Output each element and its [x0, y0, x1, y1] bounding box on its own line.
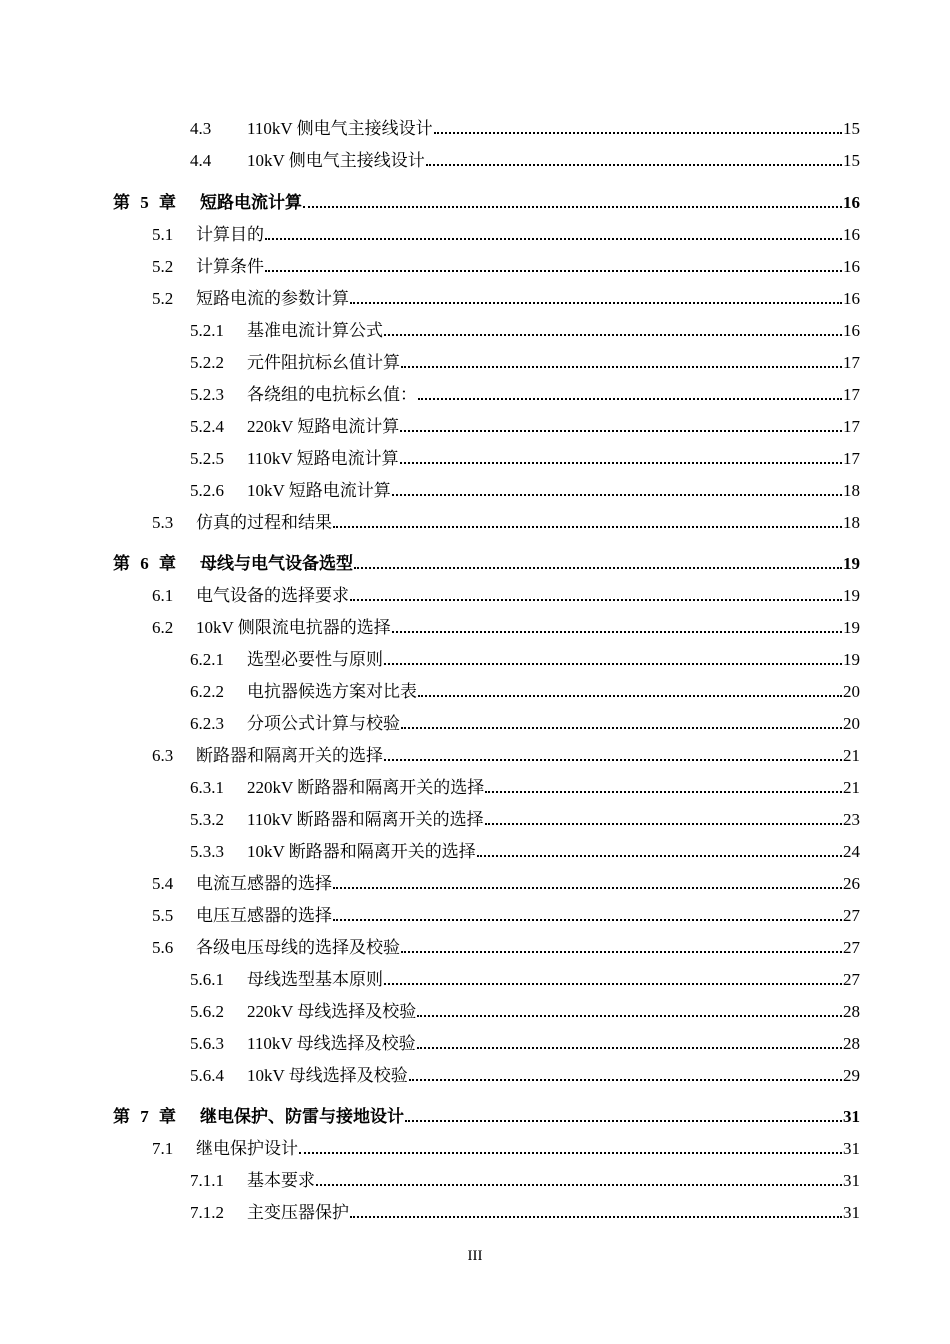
toc-chapter-entry[interactable]: [113, 1106, 860, 1128]
toc-section-title: 母线与电气设备选型: [200, 554, 353, 573]
toc-dot-leader: [434, 132, 842, 134]
toc-section-number: 5.6: [152, 938, 174, 957]
toc-page-number: 26: [843, 874, 860, 893]
toc-page-number: 27: [843, 970, 860, 989]
toc-section-title: 继电保护设计: [196, 1139, 298, 1158]
toc-dot-leader: [384, 334, 842, 336]
toc-section-entry[interactable]: [190, 1033, 860, 1055]
toc-dot-leader: [333, 919, 842, 921]
toc-section-title: 短路电流计算: [200, 193, 302, 212]
toc-page-number: 21: [843, 778, 860, 797]
toc-section-number: 5.2.6: [190, 481, 224, 500]
toc-section-title: 继电保护、防雷与接地设计: [200, 1107, 404, 1126]
toc-section-number: 6.3.1: [190, 778, 224, 797]
toc-section-number: 第 5 章: [113, 193, 179, 212]
toc-section-title: 110kV 断路器和隔离开关的选择: [247, 810, 484, 829]
toc-section-title: 220kV 断路器和隔离开关的选择: [247, 778, 485, 797]
toc-section-number: 5.6.2: [190, 1002, 224, 1021]
toc-section-title: 各绕组的电抗标幺值：: [247, 385, 417, 404]
toc-dot-leader: [265, 238, 842, 240]
toc-section-title: 10kV 侧限流电抗器的选择: [196, 618, 391, 637]
toc-page-number: 20: [843, 682, 860, 701]
toc-page-number: 31: [843, 1203, 860, 1222]
toc-dot-leader: [354, 567, 842, 569]
toc-dot-leader: [333, 526, 842, 528]
toc-section-title: 母线选型基本原则: [247, 970, 383, 989]
toc-dot-leader: [418, 695, 842, 697]
toc-section-title: 各级电压母线的选择及校验: [196, 938, 400, 957]
toc-section-number: 5.6.3: [190, 1034, 224, 1053]
toc-section-number: 7.1: [152, 1139, 174, 1158]
toc-dot-leader: [384, 759, 842, 761]
toc-section-title: 220kV 短路电流计算: [247, 417, 400, 436]
toc-section-title: 110kV 母线选择及校验: [247, 1034, 416, 1053]
toc-section-number: 4.4: [190, 151, 212, 170]
toc-page-number: 31: [843, 1107, 860, 1126]
toc-section-entry[interactable]: [190, 384, 860, 406]
toc-dot-leader: [401, 366, 842, 368]
toc-section-number: 5.2: [152, 289, 174, 308]
toc-page-number: 19: [843, 618, 860, 637]
toc-section-entry[interactable]: [190, 480, 860, 502]
toc-section-number: 5.3.2: [190, 810, 224, 829]
toc-section-title: 10kV 断路器和隔离开关的选择: [247, 842, 476, 861]
toc-section-title: 10kV 短路电流计算: [247, 481, 391, 500]
toc-section-number: 6.2.2: [190, 682, 224, 701]
toc-page-number: 17: [843, 449, 860, 468]
toc-page-number: 18: [843, 481, 860, 500]
toc-page-number: 28: [843, 1002, 860, 1021]
toc-section-entry[interactable]: [190, 118, 860, 140]
toc-section-number: 6.2.3: [190, 714, 224, 733]
toc-dot-leader: [299, 1152, 842, 1154]
toc-section-entry[interactable]: [190, 681, 860, 703]
toc-section-title: 计算目的: [196, 225, 264, 244]
toc-section-number: 第 7 章: [113, 1107, 179, 1126]
toc-section-number: 6.3: [152, 746, 174, 765]
toc-page-number: 29: [843, 1066, 860, 1085]
toc-section-entry[interactable]: [190, 713, 860, 735]
toc-section-number: 第 6 章: [113, 554, 179, 573]
toc-dot-leader: [303, 206, 842, 208]
toc-page-number: 23: [843, 810, 860, 829]
toc-section-entry[interactable]: [152, 512, 860, 534]
toc-section-entry[interactable]: [190, 1001, 860, 1023]
toc-section-title: 电气设备的选择要求: [196, 586, 349, 605]
toc-section-number: 5.2: [152, 257, 174, 276]
toc-dot-leader: [426, 164, 842, 166]
toc-page-number: 18: [843, 513, 860, 532]
toc-section-entry[interactable]: [190, 448, 860, 470]
toc-section-title: 断路器和隔离开关的选择: [196, 746, 383, 765]
toc-section-number: 5.5: [152, 906, 174, 925]
toc-section-title: 10kV 侧电气主接线设计: [247, 151, 425, 170]
toc-section-entry[interactable]: [152, 617, 860, 639]
toc-section-entry[interactable]: [152, 224, 860, 246]
toc-section-title: 基准电流计算公式: [247, 321, 383, 340]
toc-page-number: 15: [843, 151, 860, 170]
toc-section-title: 基本要求: [247, 1171, 315, 1190]
toc-dot-leader: [409, 1079, 842, 1081]
toc-page-number: 19: [843, 586, 860, 605]
toc-dot-leader: [350, 599, 842, 601]
toc-section-entry[interactable]: [190, 649, 860, 671]
toc-dot-leader: [316, 1184, 842, 1186]
toc-section-entry[interactable]: [190, 320, 860, 342]
toc-page-number: 19: [843, 650, 860, 669]
toc-section-entry[interactable]: [190, 841, 860, 863]
toc-dot-leader: [418, 398, 842, 400]
toc-section-number: 5.2.3: [190, 385, 224, 404]
toc-section-number: 5.2.5: [190, 449, 224, 468]
toc-dot-leader: [333, 887, 842, 889]
toc-dot-leader: [384, 663, 842, 665]
toc-section-title: 分项公式计算与校验: [247, 714, 400, 733]
toc-section-title: 主变压器保护: [247, 1203, 349, 1222]
toc-dot-leader: [392, 631, 842, 633]
toc-section-entry[interactable]: [152, 745, 860, 767]
toc-page-number: 16: [843, 193, 860, 212]
toc-section-number: 5.3: [152, 513, 174, 532]
toc-page-number: 24: [843, 842, 860, 861]
toc-page-number: 17: [843, 417, 860, 436]
toc-page-number: 31: [843, 1139, 860, 1158]
toc-dot-leader: [417, 1015, 842, 1017]
toc-page-number: 16: [843, 289, 860, 308]
toc-section-entry[interactable]: [190, 969, 860, 991]
toc-section-number: 4.3: [190, 119, 212, 138]
toc-section-title: 电抗器候选方案对比表: [247, 682, 417, 701]
toc-section-title: 短路电流的参数计算: [196, 289, 349, 308]
toc-page-number: 20: [843, 714, 860, 733]
toc-dot-leader: [401, 727, 842, 729]
toc-chapter-entry[interactable]: [113, 553, 860, 575]
toc-dot-leader: [401, 951, 842, 953]
toc-section-title: 选型必要性与原则: [247, 650, 383, 669]
toc-section-entry[interactable]: [190, 150, 860, 172]
toc-page-number: 21: [843, 746, 860, 765]
toc-section-title: 110kV 侧电气主接线设计: [247, 119, 433, 138]
toc-page-number: 17: [843, 353, 860, 372]
toc-page-number: 27: [843, 938, 860, 957]
page-number: III: [467, 1248, 483, 1264]
toc-dot-leader: [384, 983, 842, 985]
toc-section-entry[interactable]: [190, 1065, 860, 1087]
toc-page-number: 19: [843, 554, 860, 573]
toc-dot-leader: [485, 823, 842, 825]
toc-section-entry[interactable]: [152, 288, 860, 310]
toc-section-number: 5.4: [152, 874, 174, 893]
toc-section-title: 电压互感器的选择: [196, 906, 332, 925]
toc-dot-leader: [477, 855, 842, 857]
toc-dot-leader: [392, 494, 842, 496]
toc-section-entry[interactable]: [152, 256, 860, 278]
toc-dot-leader: [485, 791, 842, 793]
toc-section-number: 6.2: [152, 618, 174, 637]
toc-section-number: 6.1: [152, 586, 174, 605]
toc-section-title: 电流互感器的选择: [196, 874, 332, 893]
toc-dot-leader: [400, 462, 842, 464]
toc-page-number: 16: [843, 257, 860, 276]
toc-dot-leader: [417, 1047, 842, 1049]
toc-section-number: 5.2.2: [190, 353, 224, 372]
toc-dot-leader: [265, 270, 842, 272]
toc-chapter-entry[interactable]: [113, 192, 860, 214]
toc-section-entry[interactable]: [152, 873, 860, 895]
toc-dot-leader: [400, 430, 842, 432]
toc-section-title: 110kV 短路电流计算: [247, 449, 399, 468]
toc-section-entry[interactable]: [190, 1170, 860, 1192]
toc-section-number: 6.2.1: [190, 650, 224, 669]
toc-section-entry[interactable]: [190, 809, 860, 831]
toc-section-entry[interactable]: [152, 937, 860, 959]
toc-section-number: 5.6.4: [190, 1066, 224, 1085]
toc-page-number: 31: [843, 1171, 860, 1190]
toc-page-number: 16: [843, 321, 860, 340]
toc-section-title: 元件阻抗标幺值计算: [247, 353, 400, 372]
toc-section-entry[interactable]: [152, 905, 860, 927]
toc-page-number: 15: [843, 119, 860, 138]
toc-section-number: 5.2.1: [190, 321, 224, 340]
toc-section-title: 220kV 母线选择及校验: [247, 1002, 417, 1021]
toc-section-number: 5.2.4: [190, 417, 224, 436]
toc-section-number: 7.1.2: [190, 1203, 224, 1222]
toc-page-number: 17: [843, 385, 860, 404]
toc-dot-leader: [405, 1120, 842, 1122]
toc-section-title: 仿真的过程和结果: [196, 513, 332, 532]
toc-page-number: 28: [843, 1034, 860, 1053]
toc-dot-leader: [350, 1216, 842, 1218]
toc-dot-leader: [350, 302, 842, 304]
toc-section-number: 7.1.1: [190, 1171, 224, 1190]
toc-section-entry[interactable]: [190, 777, 860, 799]
toc-section-number: 5.3.3: [190, 842, 224, 861]
toc-section-number: 5.1: [152, 225, 174, 244]
toc-section-number: 5.6.1: [190, 970, 224, 989]
toc-section-title: 10kV 母线选择及校验: [247, 1066, 408, 1085]
toc-section-title: 计算条件: [196, 257, 264, 276]
toc-section-entry[interactable]: [190, 352, 860, 374]
toc-page-number: 27: [843, 906, 860, 925]
toc-section-entry[interactable]: [190, 1202, 860, 1224]
toc-section-entry[interactable]: [190, 416, 860, 438]
toc-page-number: 16: [843, 225, 860, 244]
toc-section-entry[interactable]: [152, 1138, 860, 1160]
toc-section-entry[interactable]: [152, 585, 860, 607]
